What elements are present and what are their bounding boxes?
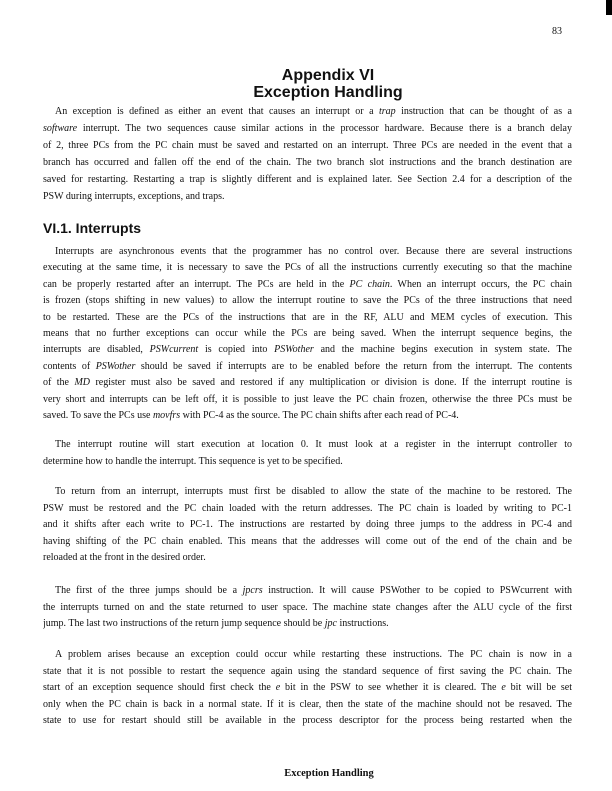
italic-term: software	[43, 123, 78, 134]
text-line	[43, 616, 572, 633]
text-segment: and the machine begins execution in system state. The	[313, 344, 572, 356]
section-heading: VI.1. Interrupts	[43, 220, 142, 236]
text-line	[43, 171, 572, 188]
italic-term: PSWcurrent	[149, 344, 199, 356]
text-segment: should be saved if interrupts are to be enabled before the return from the interrupt. The contents	[135, 360, 572, 372]
text-segment: can be properly restarted after an interrupt. The PCs are held in the	[43, 278, 350, 290]
text-line	[43, 310, 572, 326]
text-segment: to be restarted. These are the PCs of the instructions that are in the RF, ALU and MEM cycles of execution. This	[43, 311, 572, 323]
text-segment: means that no further exceptions can occur while the PCs are being saved. When the interrupt sequence begins, the	[43, 327, 572, 339]
text-segment: very short and interrupts can be left off, it is possible to just leave the PC chain frozen, otherwise the three PCs must be	[43, 393, 572, 405]
scan-edge-mark	[606, 0, 612, 15]
paragraph-problem	[43, 647, 572, 730]
text-line	[43, 664, 572, 681]
text-line	[43, 375, 572, 391]
italic-term: PC chain	[349, 278, 390, 290]
text-segment: interrupt. The two sequences cause similar actions in the processor hardware. Because there is a branch delay	[77, 123, 572, 134]
text-line	[43, 437, 572, 454]
text-segment: The first of the three jumps should be a	[55, 585, 243, 596]
text-segment: of the	[43, 377, 75, 389]
text-segment: An exception is defined as either an event that causes an interrupt or a	[55, 106, 379, 117]
text-segment: bit in the PSW to see whether it is cleared. The	[280, 682, 502, 693]
text-line	[43, 137, 572, 154]
text-segment: register must also be saved and restored if any multiplication or division is done. If the interrupt routine is	[90, 377, 572, 389]
italic-term: trap	[378, 106, 396, 117]
text-segment: contents of	[43, 360, 96, 372]
text-segment: bit will be set	[505, 682, 572, 693]
text-line	[43, 534, 572, 551]
text-line	[43, 713, 572, 730]
text-segment: saved. To save the PCs use	[43, 409, 153, 421]
text-segment: Interrupts are asynchronous events that the programmer has no control over. Because there are several instructions	[55, 246, 572, 257]
italic-term: e	[275, 682, 281, 693]
text-segment: start of an exception sequence should first check the	[43, 682, 276, 693]
page-footer: Exception Handling	[284, 768, 374, 779]
text-segment: PSW must be restored and the PC chain loaded with the return addresses. The PC chain is loaded by writing to PC-1	[43, 502, 572, 514]
text-segment: branch has occurred and fallen off the end of the chain. The two branch slot instructions and the branch destination are	[43, 157, 572, 168]
text-line	[43, 277, 572, 293]
text-segment: executing at the same time, it is necessary to save the PCs of all the instructions currently executing so that the machine	[43, 262, 572, 274]
text-line	[43, 501, 572, 518]
text-line	[43, 120, 572, 137]
appendix-subtitle: Exception Handling	[253, 84, 403, 101]
text-segment: reloaded at the front in the desired order.	[43, 552, 206, 563]
text-line	[43, 244, 572, 260]
paragraph-jumps	[43, 583, 572, 633]
italic-term: e	[501, 682, 506, 693]
text-line	[43, 359, 572, 375]
text-line	[43, 454, 572, 471]
text-segment: A problem arises because an exception could occur while restarting these instructions. The PC chain is now in a	[55, 649, 572, 660]
text-segment: determine how to handle the interrupt. This sequence is yet to be specified.	[43, 455, 343, 467]
text-line	[43, 647, 572, 664]
text-line	[43, 583, 572, 600]
paragraph-intro	[43, 103, 572, 205]
text-segment: . When an interrupt occurs, the PC chain	[389, 278, 572, 290]
paragraph-return	[43, 484, 572, 567]
appendix-title: Appendix VI	[281, 67, 375, 84]
text-segment: having shifting of the PC chain enabled. This means that the addresses will come out of the end of the chain and be	[43, 535, 572, 547]
text-line	[43, 600, 572, 617]
text-line	[43, 342, 572, 358]
text-line	[43, 326, 572, 342]
text-segment: only when the PC chain is back in a normal state. If it is clear, then the state of the machine should not be resaved. The	[43, 698, 572, 710]
page-number: 83	[552, 26, 562, 37]
italic-term: movfrs	[152, 409, 181, 421]
text-line	[43, 260, 572, 276]
text-line	[43, 550, 572, 567]
italic-term: jpcrs	[242, 585, 263, 596]
text-line	[43, 484, 572, 501]
text-segment: state to use for restart should still be available in the process descriptor for the process being restarted when the	[43, 715, 572, 726]
text-segment: and it shifts after each write to PC-1. The instructions are restarted by doing three jumps to the address in PC-4 and	[43, 519, 572, 530]
text-line	[43, 392, 572, 408]
text-segment: instruction. It will cause PSWother to be copied to PSWcurrent with	[262, 585, 572, 596]
text-segment: of 2, three PCs from the PC chain must be saved and restarted on an interrupt. Three PCs are needed in the event that a	[43, 140, 572, 151]
text-line	[43, 188, 572, 205]
text-line	[43, 154, 572, 171]
text-line	[43, 408, 572, 424]
text-segment: To return from an interrupt, interrupts must first be disabled to allow the state of the machine to be restored. The	[55, 486, 572, 497]
paragraph-interrupt-routine	[43, 437, 572, 470]
text-segment: instructions.	[336, 618, 389, 629]
italic-term: PSWother	[274, 344, 314, 356]
paragraph-interrupts	[43, 244, 572, 424]
text-segment: is frozen (stops shifting in new values) to allow the interrupt routine to save the PCs of the three instructions that need	[43, 295, 572, 307]
text-line	[43, 680, 572, 697]
text-segment: PSW during interrupts, exceptions, and traps.	[43, 191, 225, 202]
text-segment: is copied into	[198, 344, 275, 356]
italic-term: PSWother	[95, 360, 136, 372]
text-line	[43, 293, 572, 309]
text-line	[43, 697, 572, 714]
text-segment: interrupts are disabled,	[43, 344, 150, 356]
text-segment: with PC-4 as the source. The PC chain shifts after each read of PC-4.	[180, 409, 459, 421]
text-segment: The interrupt routine will start execution at location 0. It must look at a register in the interrupt controller to	[55, 439, 572, 450]
text-segment: instruction that can be thought of as a	[395, 106, 572, 117]
text-line	[43, 103, 572, 120]
text-segment: jump. The last two instructions of the return jump sequence should be	[43, 618, 325, 629]
italic-term: MD	[74, 377, 91, 389]
text-segment: state that it is not possible to restart the sequence again using the standard sequence of first saving the PC chain. The	[43, 665, 572, 677]
text-segment: saved for restarting. Restarting a trap is slightly different and is explained later. See Section 2.4 for a description of the	[43, 174, 572, 185]
italic-term: jpc	[324, 618, 337, 629]
text-segment: the interrupts turned on and the state returned to user space. The machine state changes after the ALU cycle of the first	[43, 601, 572, 613]
text-line	[43, 517, 572, 534]
